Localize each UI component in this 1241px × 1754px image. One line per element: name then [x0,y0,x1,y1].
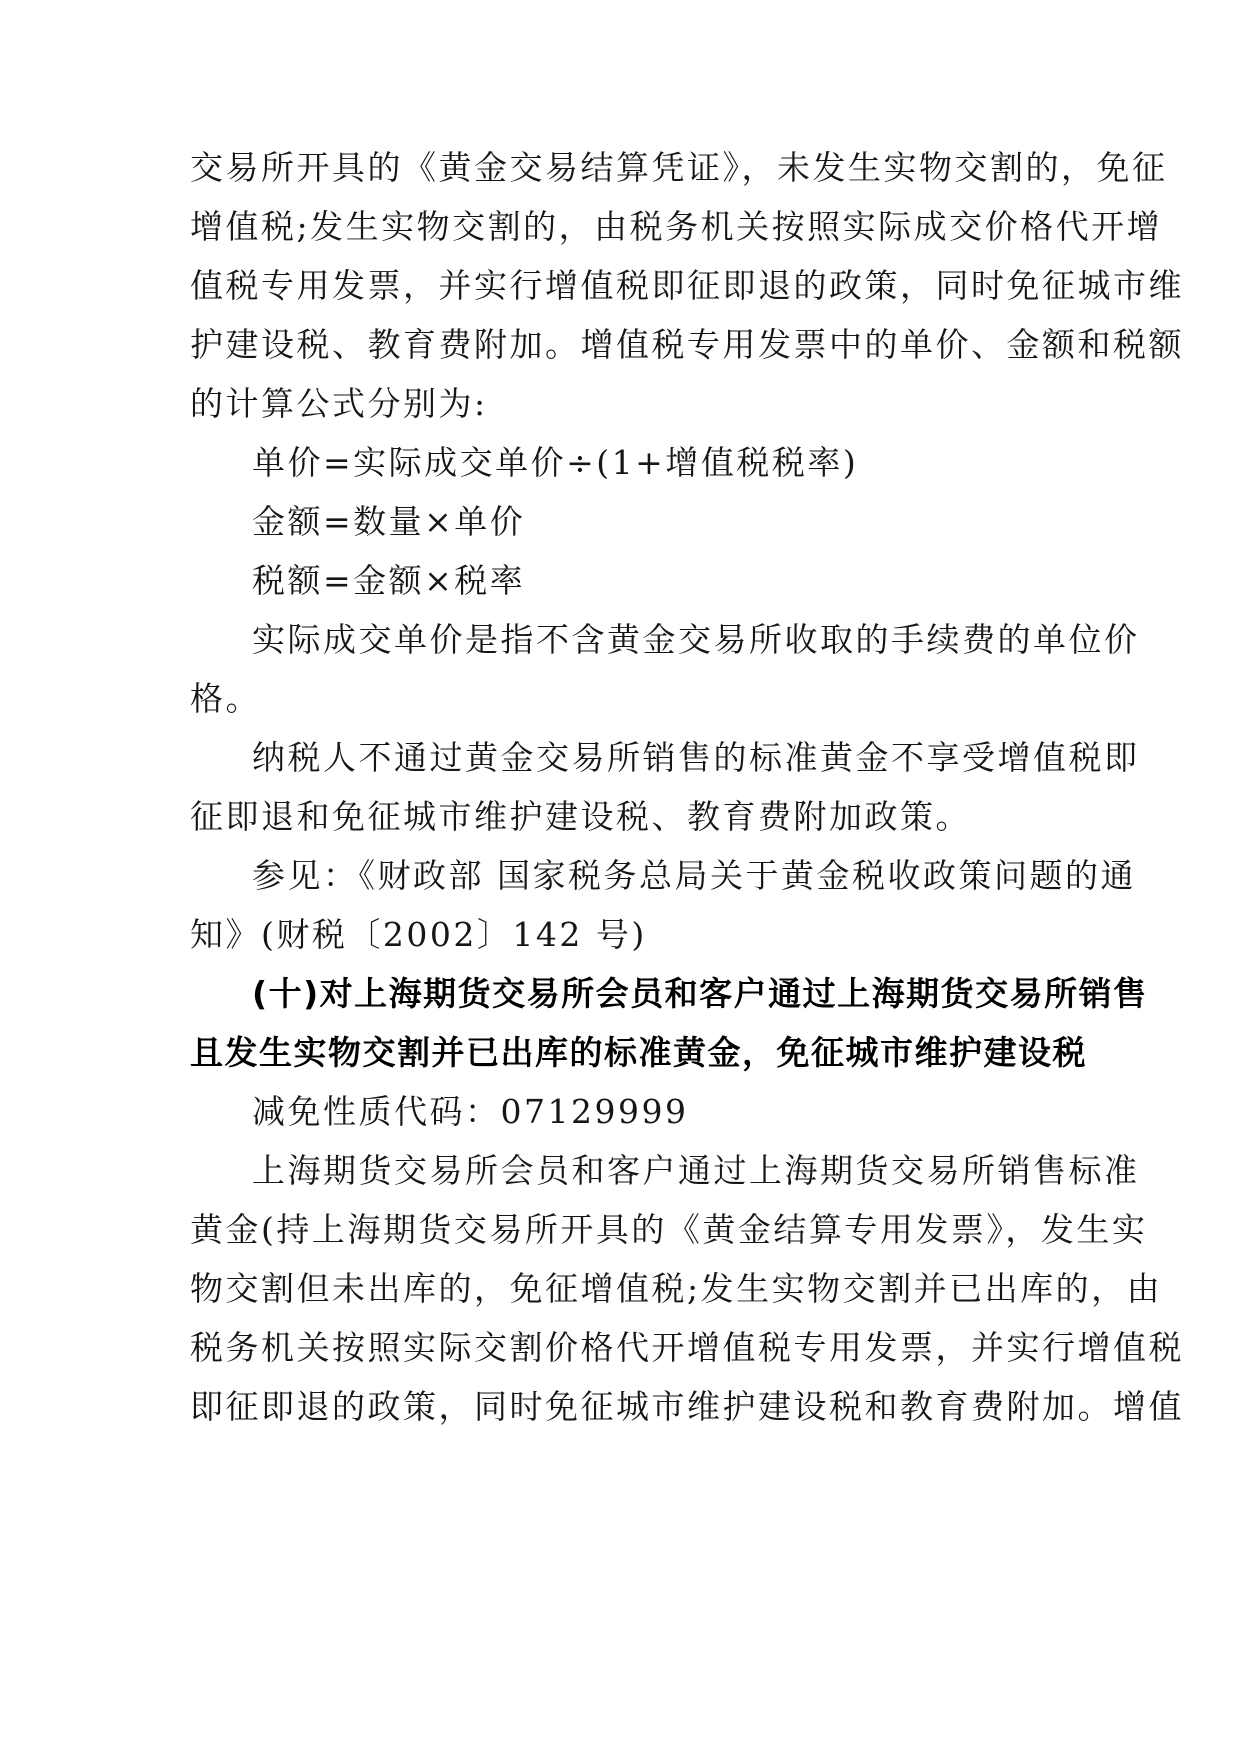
section-heading-line-1: (十)对上海期货交易所会员和客户通过上海期货交易所销售 [252,974,1148,1013]
reference-line-1: 参见：《财政部 国家税务总局关于黄金税收政策问题的通 [252,856,1136,895]
body-line-4: 护建设税、教育费附加。增值税专用发票中的单价、金额和税额 [190,325,1184,364]
body-line-12: 征即退和免征城市维护建设税、教育费附加政策。 [190,797,971,836]
body-line-20: 物交割但未出库的，免征增值税;发生实物交割并已出库的，由 [190,1269,1163,1308]
body-line-5: 的计算公式分别为: [190,384,488,423]
body-line-1: 交易所开具的《黄金交易结算凭证》，未发生实物交割的，免征 [190,148,1168,187]
body-line-10: 格。 [190,679,261,718]
body-line-19: 黄金(持上海期货交易所开具的《黄金结算专用发票》，发生实 [190,1210,1148,1249]
body-line-22: 即征即退的政策，同时免征城市维护建设税和教育费附加。增值 [190,1387,1184,1426]
formula-tax: 税额=金额×税率 [252,561,526,600]
body-line-3: 值税专用发票，并实行增值税即征即退的政策，同时免征城市维 [190,266,1184,305]
exemption-code: 减免性质代码：07129999 [252,1092,689,1131]
body-line-11: 纳税人不通过黄金交易所销售的标准黄金不享受增值税即 [252,738,1140,777]
section-heading-line-2: 且发生实物交割并已出库的标准黄金，免征城市维护建设税 [190,1033,1087,1072]
body-line-18: 上海期货交易所会员和客户通过上海期货交易所销售标准 [252,1151,1140,1190]
formula-unit-price: 单价=实际成交单价÷(1+增值税税率) [252,443,859,482]
body-line-2: 增值税;发生实物交割的，由税务机关按照实际成交价格代开增 [190,207,1163,246]
reference-line-2: 知》(财税〔2002〕142 号) [190,915,647,954]
formula-amount: 金额=数量×单价 [252,502,526,541]
body-line-9: 实际成交单价是指不含黄金交易所收取的手续费的单位价 [252,620,1140,659]
body-line-21: 税务机关按照实际交割价格代开增值税专用发票，并实行增值税 [190,1328,1184,1367]
